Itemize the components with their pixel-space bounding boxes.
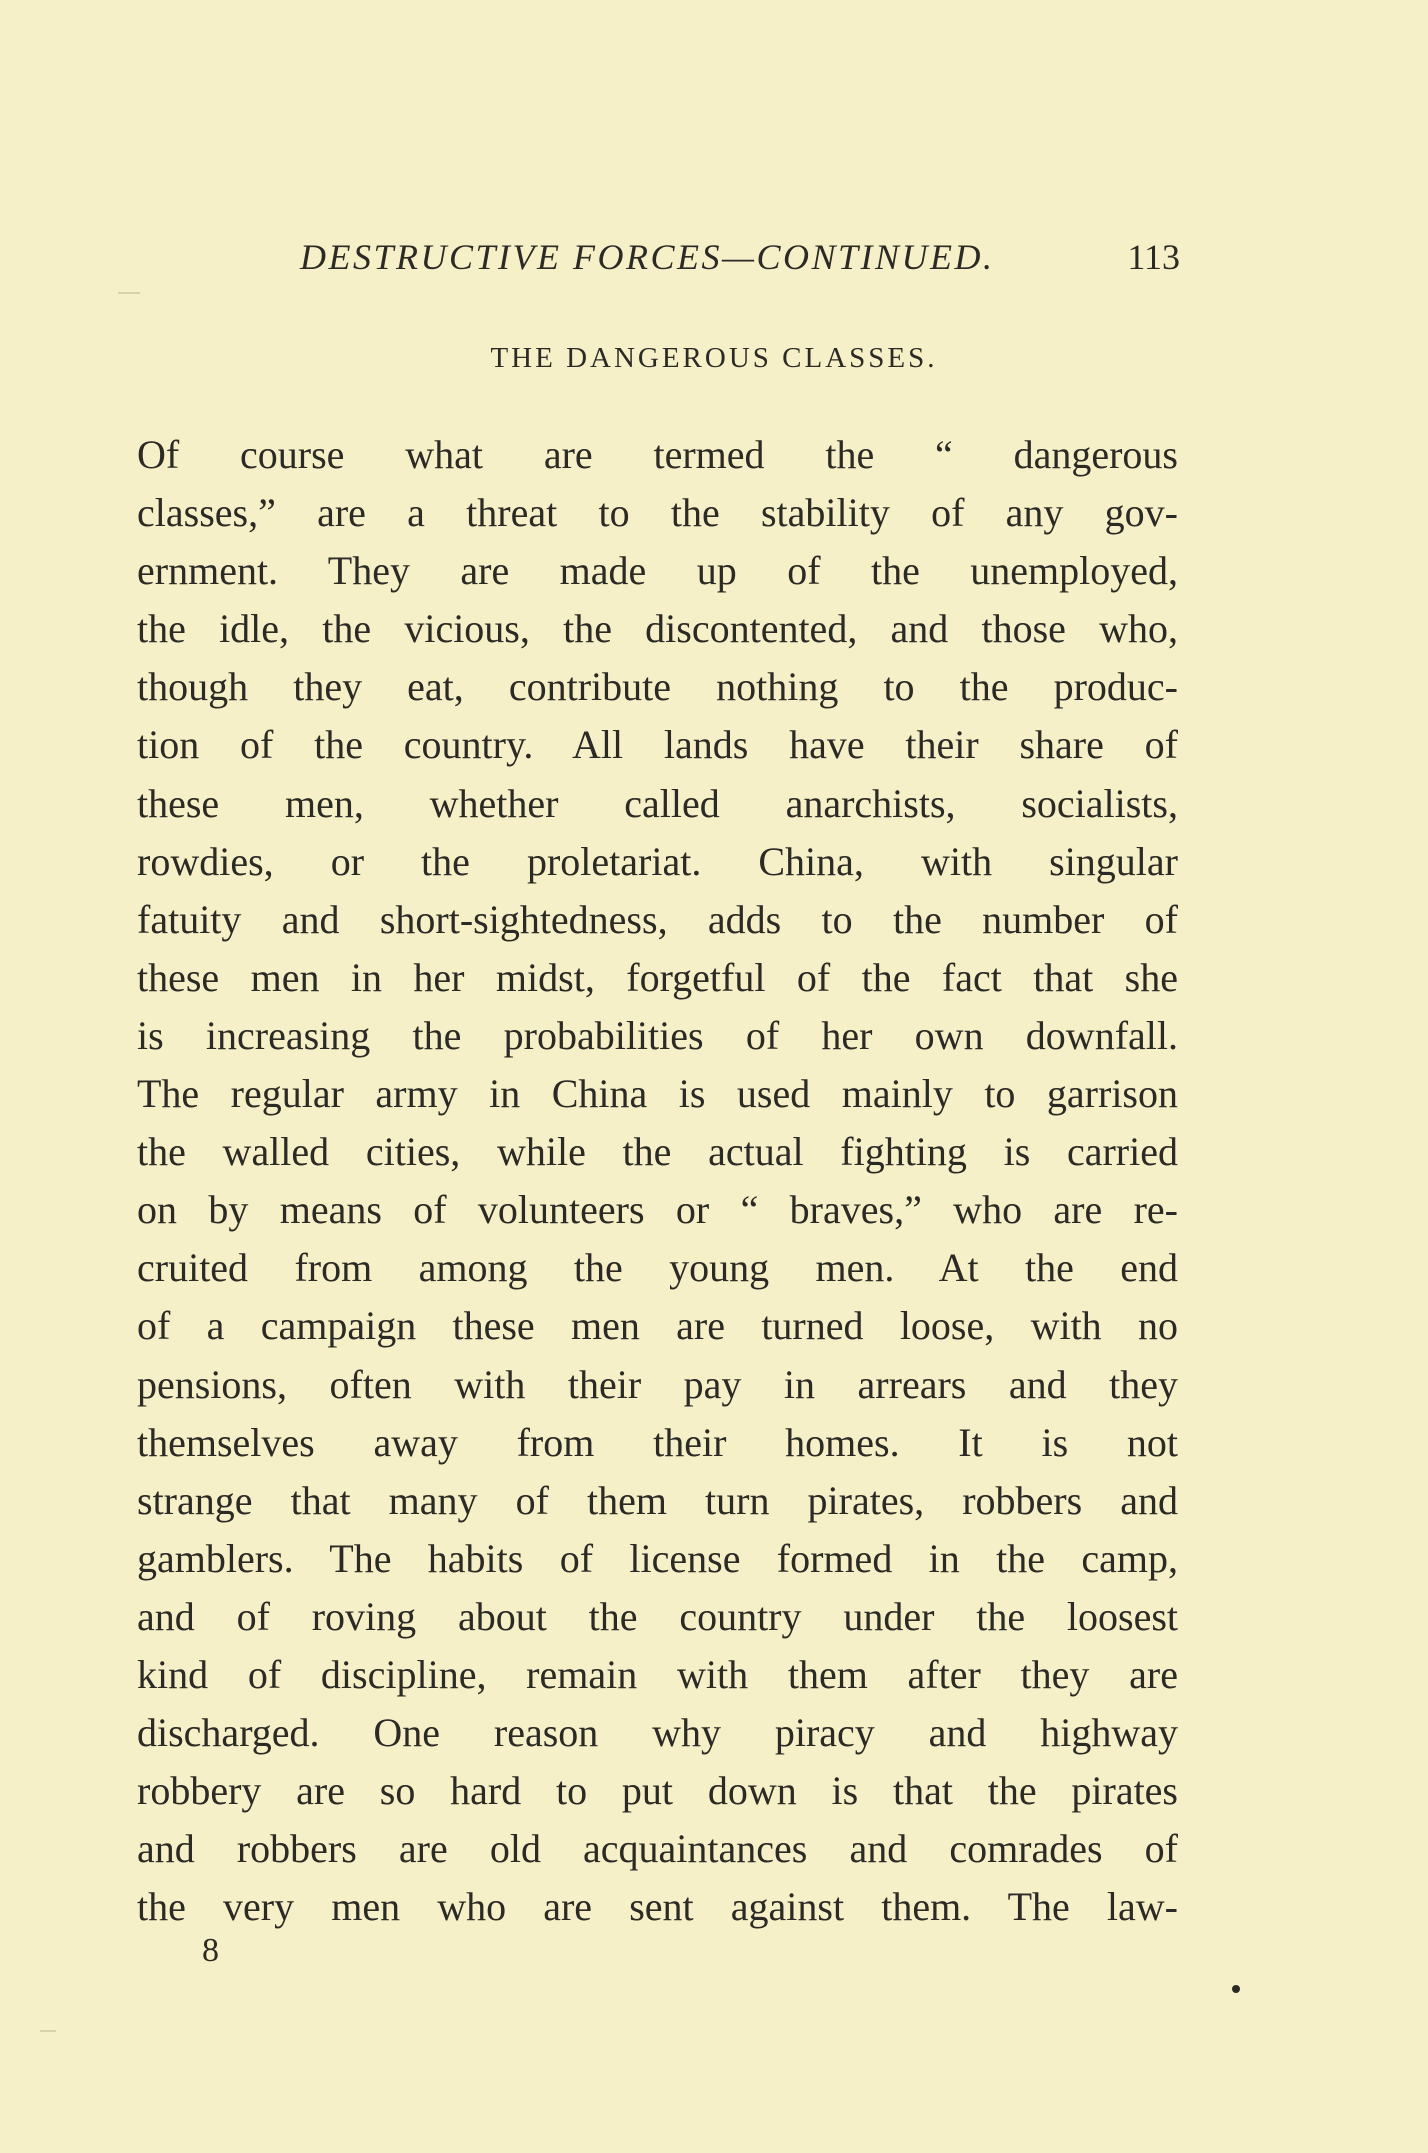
text-line: on by means of volunteers or “ braves,” who are re- (137, 1187, 1178, 1233)
text-line: Of course what are termed the “ dangerous (137, 432, 1178, 477)
text-line: gamblers. The habits of license formed in the camp, (137, 1535, 1178, 1581)
text-line: the walled cities, while the actual fighting is carried (137, 1129, 1178, 1175)
text-line: robbery are so hard to put down is that the pirates (137, 1768, 1178, 1814)
text-line: these men, whether called anarchists, socialists, (137, 780, 1178, 826)
text-line: the very men who are sent against them. The law- (137, 1884, 1178, 1930)
text-line: is increasing the probabilities of her own downfall. (137, 1012, 1178, 1058)
margin-mark (40, 2030, 56, 2032)
text-line: ernment. They are made up of the unemployed, (137, 548, 1178, 594)
section-title: THE DANGEROUS CLASSES. (490, 342, 938, 374)
text-line: classes,” are a threat to the stability of any gov- (137, 490, 1178, 536)
text-line: fatuity and short-sightedness, adds to the number of (137, 896, 1178, 942)
text-line: and robbers are old acquaintances and comrades of (137, 1826, 1178, 1872)
text-line: kind of discipline, remain with them after they are (137, 1651, 1178, 1697)
signature-mark: 8 (202, 1932, 219, 1969)
running-title: DESTRUCTIVE FORCES—CONTINUED. (300, 237, 995, 277)
text-line: though they eat, contribute nothing to the produc- (137, 664, 1178, 710)
text-line: pensions, often with their pay in arrears and they (137, 1361, 1178, 1407)
ink-speck (1232, 1985, 1240, 1993)
text-line: discharged. One reason why piracy and highway (137, 1710, 1178, 1756)
margin-mark (118, 292, 140, 294)
page-number: 113 (1127, 237, 1180, 277)
text-line: The regular army in China is used mainly to garrison (137, 1071, 1178, 1117)
body-text (137, 426, 1178, 1936)
text-line: tion of the country. All lands have their share of (137, 722, 1178, 768)
text-line: and of roving about the country under the loosest (137, 1593, 1178, 1639)
text-line: themselves away from their homes. It is not (137, 1419, 1178, 1465)
text-line: strange that many of them turn pirates, robbers and (137, 1477, 1178, 1523)
text-line: these men in her midst, forgetful of the fact that she (137, 954, 1178, 1000)
text-line: rowdies, or the proletariat. China, with singular (137, 838, 1178, 884)
running-head (300, 236, 1180, 286)
text-line: of a campaign these men are turned loose, with no (137, 1303, 1178, 1349)
text-line: cruited from among the young men. At the end (137, 1245, 1178, 1291)
text-line: the idle, the vicious, the discontented, and those who, (137, 606, 1178, 652)
